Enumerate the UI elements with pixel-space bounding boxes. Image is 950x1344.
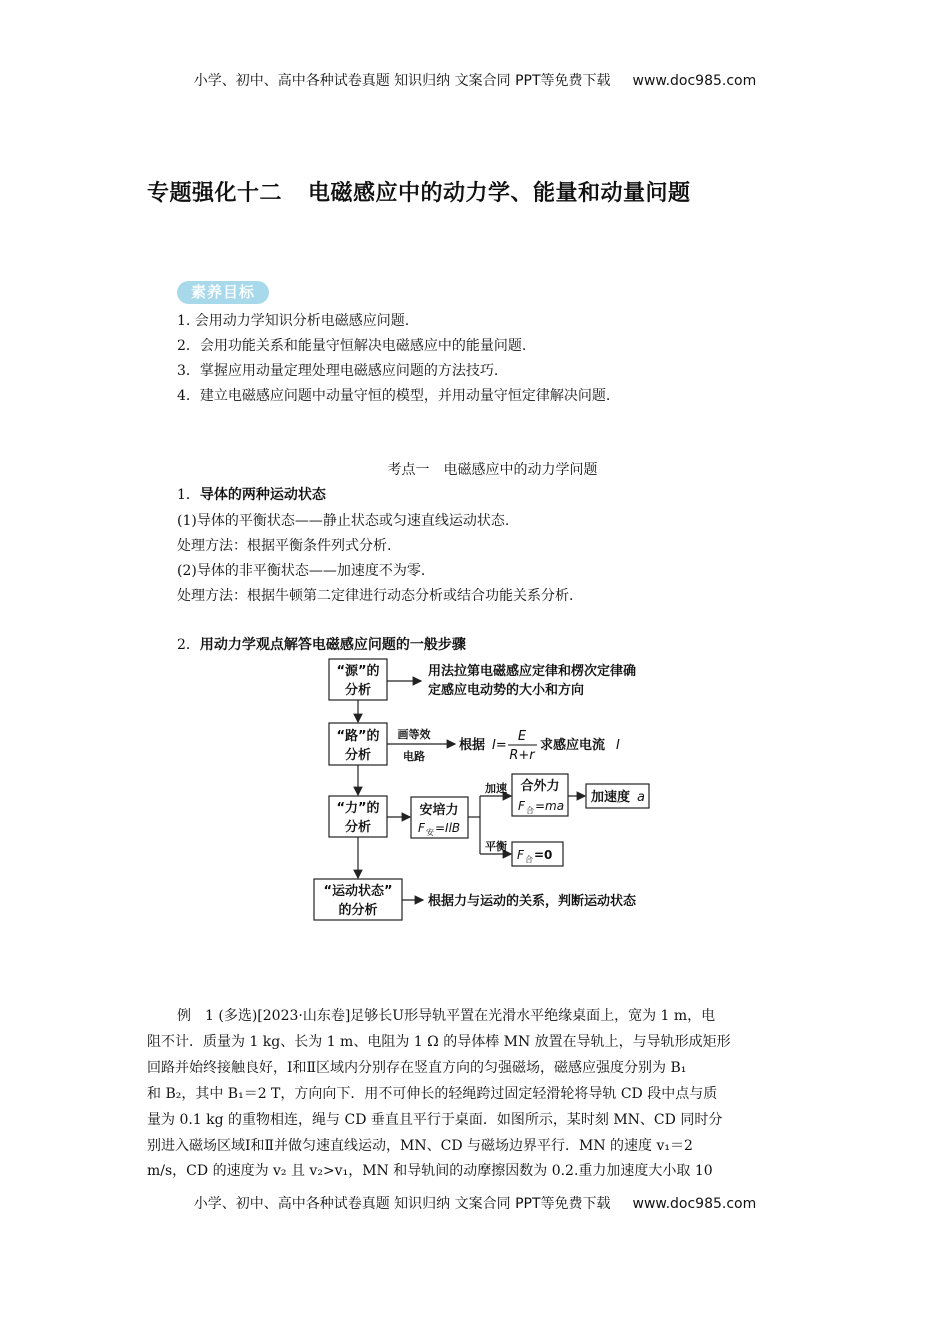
box-motion-line2: 的分析 [338,903,378,918]
sub2-title: 用动力学观点解答电磁感应问题的一般步骤 [199,637,466,653]
box-force-line2: 分析 [344,820,372,835]
note-circuit-var: I [616,738,620,753]
example-line: 和 B₂，其中 B₁＝2 T，方向向下．用不可伸长的轻绳跨过固定轻滑轮将导轨 CD 段中点与质 [147,1086,718,1102]
formula-denominator: R+r [509,748,535,763]
arrow-label-circuit-1: 画等效 [397,728,431,741]
goal-item: 1. 会用动力学知识分析电磁感应问题. [177,313,410,329]
net-formula-F: F [518,799,525,813]
ampere-label: 安培力 [419,803,459,818]
footer-url[interactable]: www.doc985.com [632,1196,757,1212]
note-circuit-lhs: I= [492,738,507,753]
example-line: 别进入磁场区域Ⅰ和Ⅱ并做匀速直线运动，MN、CD 与磁场边界平行．MN 的速度 v₁＝2 [147,1138,693,1154]
box-motion-line1: “运动状态” [323,884,393,899]
branch-label-balance: 平衡 [485,840,507,853]
example-line [147,1003,811,1029]
body-line: (1)导体的平衡状态——静止状态或匀速直线运动状态. [177,513,510,529]
box-force-line1: “力”的 [336,801,380,816]
branch-label-accel: 加速 [485,782,507,795]
ampere-formula-rhs: =IlB [435,821,461,835]
footer-text: 小学、初中、高中各种试卷真题 知识归纳 文案合同 PPT等免费下载 [193,1196,611,1212]
header-text: 小学、初中、高中各种试卷真题 知识归纳 文案合同 PPT等免费下载 [193,73,611,89]
note-motion: 根据力与运动的关系，判断运动状态 [428,894,637,909]
box-source-line2: 分析 [344,683,372,698]
example-label: 例 1 [177,1008,214,1024]
zero-formula-rhs: =0 [534,848,553,862]
accel-box-label: 加速度 [591,790,631,805]
section-heading: 考点一 电磁感应中的动力学问题 [387,462,598,478]
example-line: 阻不计．质量为 1 kg、长为 1 m、电阻为 1 Ω 的导体棒 MN 放置在导轨上，与导轨形成矩形 [147,1034,731,1050]
ampere-formula-F: F [418,821,425,835]
box-source-line1: “源”的 [336,664,380,679]
note-source-line1: 用法拉第电磁感应定律和楞次定律确 [428,664,637,679]
zero-formula-sub: 合 [525,855,533,864]
zero-formula-F: F [517,848,524,862]
note-circuit-prefix: 根据 [459,738,486,753]
example-text: (多选)[2023·山东卷]足够长U形导轨平置在光滑水平绝缘桌面上，宽为 1 m，电 [218,1008,716,1024]
note-source-line2: 定感应电动势的大小和方向 [428,683,585,698]
accel-box-var: a [637,790,645,805]
goal-item: 3．掌握应用动量定理处理电磁感应问题的方法技巧. [177,363,499,379]
net-formula-sub: 合 [526,806,534,815]
sub1-num: 1． [177,487,200,503]
page-footer [0,1193,950,1213]
formula-numerator: E [517,729,527,744]
ampere-formula-sub: 安 [426,828,434,837]
goal-item: 2．会用功能关系和能量守恒解决电磁感应中的能量问题. [177,338,527,354]
box-circuit-line1: “路”的 [336,729,380,744]
net-formula-rhs: =ma [535,799,565,813]
example-line: 回路并始终接触良好，Ⅰ和Ⅱ区域内分别存在竖直方向的匀强磁场，磁感应强度分别为 B₁ [147,1060,687,1076]
sub2-num: 2． [177,637,200,653]
goal-item: 4．建立电磁感应问题中动量守恒的模型，并用动量守恒定律解决问题. [177,388,611,404]
goals-badge: 素养目标 [177,281,269,304]
note-circuit-suffix: 求感应电流 [540,738,606,753]
body-line: 处理方法：根据牛顿第二定律进行动态分析或结合功能关系分析. [177,588,574,604]
example-line: 量为 0.1 kg 的重物相连，绳与 CD 垂直且平行于桌面．如图所示，某时刻 MN、CD 同时分 [147,1112,723,1128]
title-part2: 电磁感应中的动力学、能量和动量问题 [308,181,691,206]
header-url[interactable]: www.doc985.com [632,73,757,89]
arrow-label-circuit-2: 电路 [403,750,425,763]
sub1-title: 导体的两种运动状态 [199,487,326,503]
body-line: 处理方法：根据平衡条件列式分析. [177,538,392,554]
net-force-label: 合外力 [520,779,560,794]
body-line: (2)导体的非平衡状态——加速度不为零. [177,563,426,579]
example-line: m/s，CD 的速度为 v₂ 且 v₂>v₁，MN 和导轨间的动摩擦因数为 0.2.重力加速度大小取 10 [147,1163,713,1179]
box-circuit-line2: 分析 [344,748,372,763]
title-part1: 专题强化十二 [147,181,283,206]
